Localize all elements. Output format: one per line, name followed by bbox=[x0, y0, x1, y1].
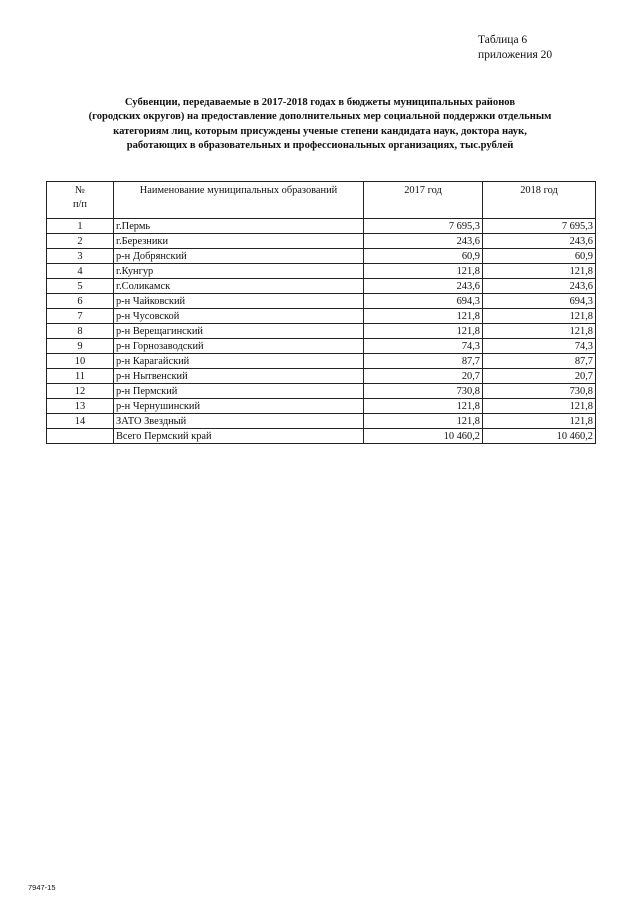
value-2017: 243,6 bbox=[364, 234, 483, 249]
value-2017: 694,3 bbox=[364, 294, 483, 309]
value-2017: 87,7 bbox=[364, 354, 483, 369]
value-2018: 694,3 bbox=[483, 294, 596, 309]
municipality-name: р-н Карагайский bbox=[114, 354, 364, 369]
appendix-number: приложения 20 bbox=[478, 49, 553, 61]
table-row bbox=[47, 384, 596, 399]
table-row bbox=[47, 414, 596, 429]
table-row bbox=[47, 234, 596, 249]
row-number: 14 bbox=[47, 414, 114, 429]
table-row bbox=[47, 219, 596, 234]
value-2017: 121,8 bbox=[364, 414, 483, 429]
title-line: категориям лиц, которым присуждены ученые степени кандидата наук, доктора наук, bbox=[113, 125, 527, 137]
table-row bbox=[47, 264, 596, 279]
table-number: Таблица 6 bbox=[478, 34, 528, 46]
value-2018: 121,8 bbox=[483, 324, 596, 339]
municipality-name: р-н Чайковский bbox=[114, 294, 364, 309]
value-2017: 730,8 bbox=[364, 384, 483, 399]
row-number: 5 bbox=[47, 279, 114, 294]
table-row bbox=[47, 369, 596, 384]
subventions-table bbox=[46, 181, 596, 444]
municipality-name: р-н Чусовской bbox=[114, 309, 364, 324]
value-2017: 121,8 bbox=[364, 324, 483, 339]
document-code: 7947-15 bbox=[28, 883, 56, 892]
total-2018: 10 460,2 bbox=[483, 429, 596, 444]
header-name: Наименование муниципальных образований bbox=[114, 182, 364, 219]
table-row bbox=[47, 279, 596, 294]
municipality-name: р-н Горнозаводский bbox=[114, 339, 364, 354]
value-2018: 121,8 bbox=[483, 264, 596, 279]
municipality-name: р-н Добрянский bbox=[114, 249, 364, 264]
value-2017: 74,3 bbox=[364, 339, 483, 354]
row-number: 11 bbox=[47, 369, 114, 384]
value-2018: 121,8 bbox=[483, 309, 596, 324]
header-2017: 2017 год bbox=[364, 182, 483, 219]
value-2018: 87,7 bbox=[483, 354, 596, 369]
total-number bbox=[47, 429, 114, 444]
row-number: 3 bbox=[47, 249, 114, 264]
row-number: 7 bbox=[47, 309, 114, 324]
table-body bbox=[47, 219, 596, 444]
table-row bbox=[47, 339, 596, 354]
row-number: 9 bbox=[47, 339, 114, 354]
table-row bbox=[47, 354, 596, 369]
municipality-name: г.Березники bbox=[114, 234, 364, 249]
value-2018: 243,6 bbox=[483, 279, 596, 294]
header-num: № п/п bbox=[47, 182, 114, 219]
value-2017: 20,7 bbox=[364, 369, 483, 384]
value-2017: 60,9 bbox=[364, 249, 483, 264]
municipality-name: г.Соликамск bbox=[114, 279, 364, 294]
row-number: 4 bbox=[47, 264, 114, 279]
value-2017: 121,8 bbox=[364, 264, 483, 279]
value-2018: 74,3 bbox=[483, 339, 596, 354]
municipality-name: р-н Чернушинский bbox=[114, 399, 364, 414]
row-number: 12 bbox=[47, 384, 114, 399]
municipality-name: р-н Нытвенский bbox=[114, 369, 364, 384]
row-number: 8 bbox=[47, 324, 114, 339]
municipality-name: г.Кунгур bbox=[114, 264, 364, 279]
value-2018: 20,7 bbox=[483, 369, 596, 384]
table-row bbox=[47, 399, 596, 414]
value-2017: 7 695,3 bbox=[364, 219, 483, 234]
municipality-name: ЗАТО Звездный bbox=[114, 414, 364, 429]
total-label: Всего Пермский край bbox=[114, 429, 364, 444]
row-number: 1 bbox=[47, 219, 114, 234]
total-row bbox=[47, 429, 596, 444]
row-number: 6 bbox=[47, 294, 114, 309]
value-2018: 121,8 bbox=[483, 414, 596, 429]
row-number: 10 bbox=[47, 354, 114, 369]
total-2017: 10 460,2 bbox=[364, 429, 483, 444]
table-row bbox=[47, 324, 596, 339]
document-title bbox=[40, 96, 600, 153]
value-2017: 121,8 bbox=[364, 399, 483, 414]
value-2017: 243,6 bbox=[364, 279, 483, 294]
value-2018: 730,8 bbox=[483, 384, 596, 399]
value-2018: 7 695,3 bbox=[483, 219, 596, 234]
table-row bbox=[47, 249, 596, 264]
value-2017: 121,8 bbox=[364, 309, 483, 324]
title-line: Субвенции, передаваемые в 2017-2018 годах в бюджеты муниципальных районов bbox=[124, 97, 516, 108]
municipality-name: г.Пермь bbox=[114, 219, 364, 234]
row-number: 2 bbox=[47, 234, 114, 249]
table-reference bbox=[478, 33, 618, 63]
title-line: (городских округов) на предоставление дополнительных мер социальной поддержки отдельным bbox=[88, 111, 552, 123]
municipality-name: р-н Верещагинский bbox=[114, 324, 364, 339]
value-2018: 121,8 bbox=[483, 399, 596, 414]
row-number: 13 bbox=[47, 399, 114, 414]
table-row bbox=[47, 294, 596, 309]
title-line: работающих в образовательных и профессиональных организациях, тыс.рублей bbox=[126, 139, 514, 151]
value-2018: 243,6 bbox=[483, 234, 596, 249]
header-2018: 2018 год bbox=[483, 182, 596, 219]
table-header-row bbox=[47, 182, 596, 219]
table-row bbox=[47, 309, 596, 324]
municipality-name: р-н Пермский bbox=[114, 384, 364, 399]
value-2018: 60,9 bbox=[483, 249, 596, 264]
